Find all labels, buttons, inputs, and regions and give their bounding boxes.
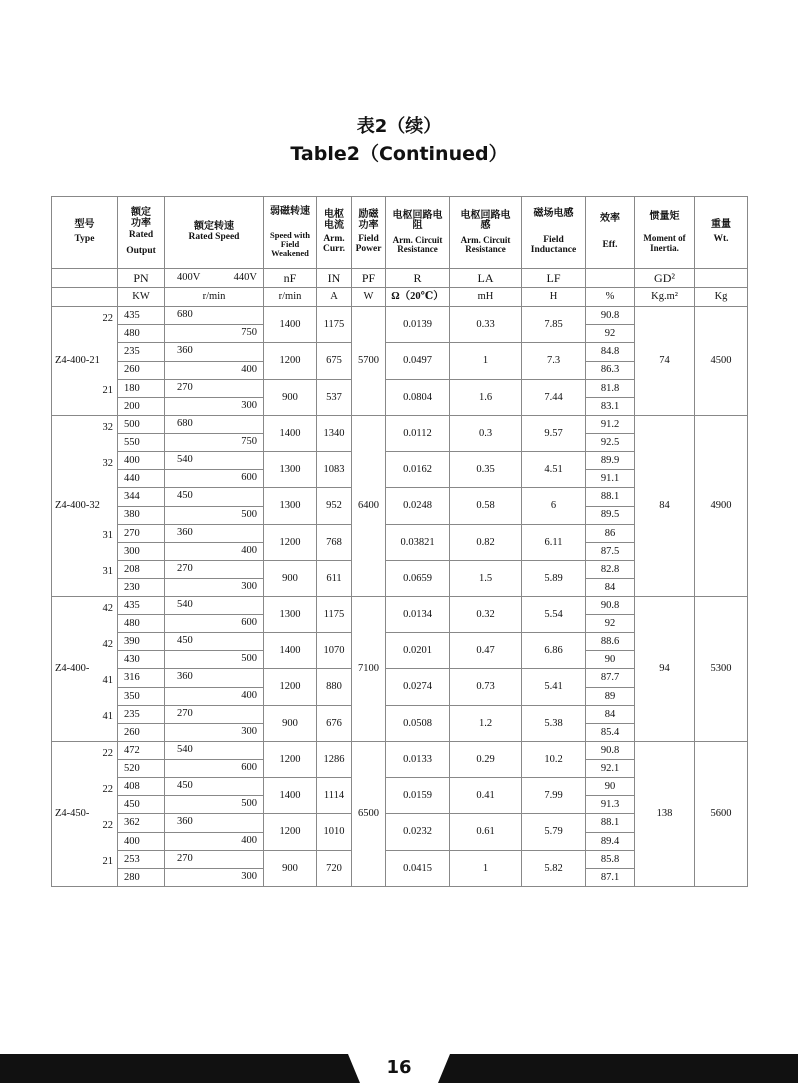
arm-inductance-cell: 0.41 xyxy=(450,778,522,814)
speed-400v-value: 360 xyxy=(177,526,193,538)
arm-resistance-cell: 0.0497 xyxy=(386,343,450,380)
arm-current-cell: 768 xyxy=(317,524,352,560)
field-inductance-cell: 5.38 xyxy=(522,705,586,741)
arm-resistance-cell: 0.0804 xyxy=(386,379,450,416)
efficiency-cell: 89 xyxy=(586,687,635,705)
arm-current-cell: 1010 xyxy=(317,814,352,850)
motor-spec-table xyxy=(51,196,748,887)
efficiency-cell: 91.2 xyxy=(586,416,635,434)
field-inductance-cell: 10.2 xyxy=(522,742,586,778)
output-cell: 253 xyxy=(118,850,165,868)
speed-400v-value: 270 xyxy=(177,562,193,574)
arm-resistance-cell: 0.0201 xyxy=(386,633,450,669)
arm-inductance-cell: 0.35 xyxy=(450,452,522,488)
speed-440v-value: 300 xyxy=(241,400,257,411)
arm-inductance-cell: 0.47 xyxy=(450,633,522,669)
weak-speed-cell: 1300 xyxy=(264,488,317,524)
arm-current-cell: 1340 xyxy=(317,416,352,452)
model-suffix-label: 41 xyxy=(102,675,113,686)
rated-speed-cell xyxy=(165,524,264,542)
efficiency-cell: 87.1 xyxy=(586,869,635,887)
efficiency-cell: 81.8 xyxy=(586,379,635,398)
rated-speed-cell xyxy=(165,615,264,633)
model-suffix-label: 31 xyxy=(102,566,113,577)
speed-400v-value: 360 xyxy=(177,345,193,357)
current-symbol: IN xyxy=(317,269,352,288)
output-cell: 400 xyxy=(118,832,165,850)
rated-speed-cell xyxy=(165,760,264,778)
rated-speed-cell xyxy=(165,307,264,325)
arm-resistance-cell: 0.0248 xyxy=(386,488,450,524)
weight-cell: 4900 xyxy=(695,416,748,597)
rated-speed-cell xyxy=(165,633,264,651)
current-unit: A xyxy=(317,288,352,307)
rated-speed-cell xyxy=(165,579,264,597)
field-power-cell: 6500 xyxy=(352,742,386,887)
weight-cell: 4500 xyxy=(695,307,748,416)
output-cell: 550 xyxy=(118,434,165,452)
moment-header: 惯量矩 Moment of Inertia. xyxy=(635,197,695,269)
field-inductance-cell: 5.82 xyxy=(522,850,586,886)
rated-speed-cell xyxy=(165,687,264,705)
arm-resistance-cell: 0.0139 xyxy=(386,307,450,343)
model-suffix-label: 42 xyxy=(102,639,113,650)
model-suffix-label: 32 xyxy=(102,458,113,469)
efficiency-cell: 92 xyxy=(586,325,635,343)
arm-current-cell: 1083 xyxy=(317,452,352,488)
output-cell: 180 xyxy=(118,379,165,398)
model-type-label: Z4-450- xyxy=(55,808,90,819)
model-suffix-label: 32 xyxy=(102,422,113,433)
arm-inductance-cell: 1 xyxy=(450,343,522,380)
field-power-symbol: PF xyxy=(352,269,386,288)
weight-cell: 5600 xyxy=(695,742,748,887)
efficiency-cell: 86 xyxy=(586,524,635,542)
rated-speed-cell xyxy=(165,814,264,832)
output-cell: 300 xyxy=(118,542,165,560)
rated-speed-cell xyxy=(165,470,264,488)
field-inductance-cell: 5.89 xyxy=(522,560,586,596)
efficiency-cell: 88.6 xyxy=(586,633,635,651)
arm-resistance-cell: 0.0134 xyxy=(386,597,450,633)
efficiency-cell: 92.5 xyxy=(586,434,635,452)
efficiency-cell: 89.5 xyxy=(586,506,635,524)
output-cell: 480 xyxy=(118,325,165,343)
model-suffix-label: 22 xyxy=(102,784,113,795)
arm-inductance-cell: 0.61 xyxy=(450,814,522,850)
speed-400v-value: 270 xyxy=(177,852,193,864)
speed-440v-value: 300 xyxy=(241,726,257,737)
speed-400v-value: 680 xyxy=(177,309,193,320)
arm-inductance-cell: 1.2 xyxy=(450,705,522,741)
moment-cell: 74 xyxy=(635,307,695,416)
arm-resistance-cell: 0.03821 xyxy=(386,524,450,560)
model-type-cell xyxy=(52,742,118,887)
field-inductance-cell: 6 xyxy=(522,488,586,524)
field-inductance-cell: 5.54 xyxy=(522,597,586,633)
efficiency-cell: 85.4 xyxy=(586,724,635,742)
speed-400v-value: 680 xyxy=(177,418,193,429)
rated-speed-cell xyxy=(165,832,264,850)
arm-inductance-cell: 1.5 xyxy=(450,560,522,596)
output-cell: 480 xyxy=(118,615,165,633)
speed-440v-value: 750 xyxy=(241,436,257,447)
output-cell: 362 xyxy=(118,814,165,832)
weak-speed-header: 弱磁转速 Speed with Field Weakened xyxy=(264,197,317,269)
rated-speed-cell xyxy=(165,506,264,524)
model-type-label: Z4-400- xyxy=(55,663,90,674)
output-cell: 472 xyxy=(118,742,165,760)
output-cell: 408 xyxy=(118,778,165,796)
rated-speed-cell xyxy=(165,869,264,887)
rated-speed-cell xyxy=(165,724,264,742)
field-inductance-cell: 9.57 xyxy=(522,416,586,452)
arm-resistance-cell: 0.0232 xyxy=(386,814,450,850)
output-cell: 430 xyxy=(118,651,165,669)
output-cell: 316 xyxy=(118,669,165,687)
efficiency-header: 效率 Eff. xyxy=(586,197,635,269)
field-inductance-cell: 6.86 xyxy=(522,633,586,669)
speed-440v-value: 600 xyxy=(241,472,257,484)
model-suffix-label: 42 xyxy=(102,603,113,614)
output-cell: 260 xyxy=(118,724,165,742)
output-unit: KW xyxy=(118,288,165,307)
table-row xyxy=(52,597,748,615)
weak-speed-cell: 900 xyxy=(264,850,317,886)
rated-speed-cell xyxy=(165,488,264,506)
footer-bar-right xyxy=(438,1054,798,1083)
inductance-symbol: LA xyxy=(450,269,522,288)
page-number: 16 xyxy=(386,1057,412,1078)
arm-resistance-cell: 0.0162 xyxy=(386,452,450,488)
efficiency-cell: 84 xyxy=(586,579,635,597)
speed-400v-value: 450 xyxy=(177,635,193,647)
field-inductance-cell: 7.3 xyxy=(522,343,586,380)
voltage-400-label: 400V xyxy=(177,272,201,283)
speed-440v-value: 300 xyxy=(241,871,257,882)
rated-speed-cell xyxy=(165,560,264,578)
arm-current-cell: 1286 xyxy=(317,742,352,778)
arm-resistance-cell: 0.0415 xyxy=(386,850,450,886)
speed-440v-value: 750 xyxy=(241,327,257,338)
arm-current-header: 电枢电流 Arm. Curr. xyxy=(317,197,352,269)
page-title-english: Table2（Continued） xyxy=(290,143,508,165)
unit-row xyxy=(52,288,748,307)
speed-440v-value: 400 xyxy=(241,544,257,556)
model-suffix-label: 22 xyxy=(102,748,113,759)
rated-speed-cell xyxy=(165,542,264,560)
speed-440v-value: 500 xyxy=(241,653,257,665)
field-power-cell: 5700 xyxy=(352,307,386,416)
rated-speed-cell xyxy=(165,742,264,760)
output-cell: 280 xyxy=(118,869,165,887)
rated-speed-cell xyxy=(165,778,264,796)
output-cell: 260 xyxy=(118,361,165,379)
weak-speed-cell: 1200 xyxy=(264,669,317,705)
output-cell: 200 xyxy=(118,398,165,416)
output-cell: 270 xyxy=(118,524,165,542)
output-cell: 440 xyxy=(118,470,165,488)
arm-inductance-cell: 1 xyxy=(450,850,522,886)
rated-speed-header: 额定转速 Rated Speed xyxy=(165,197,264,269)
model-type-cell xyxy=(52,307,118,416)
efficiency-cell: 85.8 xyxy=(586,850,635,868)
output-cell: 435 xyxy=(118,597,165,615)
model-suffix-label: 22 xyxy=(102,820,113,831)
efficiency-cell: 87.5 xyxy=(586,542,635,560)
field-inductance-cell: 4.51 xyxy=(522,452,586,488)
model-suffix-label: 41 xyxy=(102,711,113,722)
speed-400v-value: 270 xyxy=(177,381,193,393)
rated-speed-cell xyxy=(165,796,264,814)
speed-400v-value: 360 xyxy=(177,816,193,828)
output-header: 额定功率 Rated Output xyxy=(118,197,165,269)
weak-speed-cell: 1400 xyxy=(264,633,317,669)
weak-speed-cell: 1300 xyxy=(264,597,317,633)
model-type-cell xyxy=(52,416,118,597)
efficiency-cell: 88.1 xyxy=(586,488,635,506)
arm-current-cell: 676 xyxy=(317,705,352,741)
efficiency-cell: 89.9 xyxy=(586,452,635,470)
arm-resistance-header: 电枢回路电阻 Arm. Circuit Resistance xyxy=(386,197,450,269)
arm-resistance-cell: 0.0659 xyxy=(386,560,450,596)
header-row xyxy=(52,197,748,269)
arm-current-cell: 1070 xyxy=(317,633,352,669)
speed-400v-value: 450 xyxy=(177,780,193,792)
field-inductance-cell: 7.44 xyxy=(522,379,586,416)
table-row xyxy=(52,742,748,760)
field-inductance-cell: 7.85 xyxy=(522,307,586,343)
resistance-unit: Ω（20℃） xyxy=(386,288,450,307)
arm-current-cell: 1175 xyxy=(317,307,352,343)
arm-resistance-cell: 0.0274 xyxy=(386,669,450,705)
speed-440v-value: 400 xyxy=(241,689,257,701)
efficiency-cell: 82.8 xyxy=(586,560,635,578)
model-suffix-label: 21 xyxy=(102,385,113,396)
weak-symbol: nF xyxy=(264,269,317,288)
arm-inductance-cell: 0.33 xyxy=(450,307,522,343)
weak-speed-cell: 1400 xyxy=(264,307,317,343)
moment-symbol: GD² xyxy=(635,269,695,288)
efficiency-cell: 88.1 xyxy=(586,814,635,832)
field-power-unit: W xyxy=(352,288,386,307)
efficiency-cell: 86.3 xyxy=(586,361,635,379)
rated-speed-cell xyxy=(165,452,264,470)
field-power-cell: 6400 xyxy=(352,416,386,597)
weight-cell: 5300 xyxy=(695,597,748,742)
resistance-symbol: R xyxy=(386,269,450,288)
efficiency-cell: 91.3 xyxy=(586,796,635,814)
moment-unit: Kg.m² xyxy=(635,288,695,307)
model-type-label: Z4-400-21 xyxy=(55,355,100,366)
weak-speed-cell: 1200 xyxy=(264,742,317,778)
weak-speed-cell: 1400 xyxy=(264,778,317,814)
output-cell: 208 xyxy=(118,560,165,578)
arm-inductance-cell: 0.58 xyxy=(450,488,522,524)
symbol-row xyxy=(52,269,748,288)
efficiency-cell: 91.1 xyxy=(586,470,635,488)
field-inductance-unit: H xyxy=(522,288,586,307)
arm-inductance-cell: 0.82 xyxy=(450,524,522,560)
output-cell: 235 xyxy=(118,343,165,362)
weak-speed-cell: 900 xyxy=(264,379,317,416)
field-inductance-cell: 7.99 xyxy=(522,778,586,814)
moment-cell: 84 xyxy=(635,416,695,597)
speed-voltage-labels xyxy=(165,269,264,288)
output-cell: 350 xyxy=(118,687,165,705)
arm-inductance-cell: 1.6 xyxy=(450,379,522,416)
weak-speed-cell: 1200 xyxy=(264,343,317,380)
rated-speed-cell xyxy=(165,669,264,687)
weak-speed-cell: 900 xyxy=(264,705,317,741)
efficiency-cell: 90.8 xyxy=(586,597,635,615)
speed-400v-value: 540 xyxy=(177,599,193,610)
weak-speed-cell: 1300 xyxy=(264,452,317,488)
rated-speed-cell xyxy=(165,343,264,362)
speed-440v-value: 500 xyxy=(241,508,257,520)
weak-speed-cell: 1400 xyxy=(264,416,317,452)
arm-inductance-cell: 0.73 xyxy=(450,669,522,705)
output-cell: 230 xyxy=(118,579,165,597)
speed-400v-value: 540 xyxy=(177,744,193,755)
arm-current-cell: 537 xyxy=(317,379,352,416)
arm-current-cell: 675 xyxy=(317,343,352,380)
efficiency-cell: 90 xyxy=(586,651,635,669)
output-cell: 390 xyxy=(118,633,165,651)
page-title-chinese: 表2（续） xyxy=(356,116,442,137)
speed-440v-value: 600 xyxy=(241,617,257,628)
output-cell: 344 xyxy=(118,488,165,506)
speed-400v-value: 540 xyxy=(177,454,193,466)
model-suffix-label: 31 xyxy=(102,530,113,541)
efficiency-cell: 90.8 xyxy=(586,307,635,325)
rated-speed-cell xyxy=(165,379,264,398)
arm-current-cell: 952 xyxy=(317,488,352,524)
moment-cell: 94 xyxy=(635,597,695,742)
model-suffix-label: 21 xyxy=(102,856,113,867)
output-cell: 400 xyxy=(118,452,165,470)
rated-speed-cell xyxy=(165,416,264,434)
efficiency-cell: 89.4 xyxy=(586,832,635,850)
field-power-cell: 7100 xyxy=(352,597,386,742)
inductance-unit: mH xyxy=(450,288,522,307)
arm-resistance-cell: 0.0133 xyxy=(386,742,450,778)
field-inductance-cell: 6.11 xyxy=(522,524,586,560)
field-power-header: 励磁功率 Field Power xyxy=(352,197,386,269)
arm-current-cell: 720 xyxy=(317,850,352,886)
efficiency-cell: 83.1 xyxy=(586,398,635,416)
table-row xyxy=(52,307,748,325)
speed-400v-value: 450 xyxy=(177,490,193,502)
output-cell: 450 xyxy=(118,796,165,814)
speed-440v-value: 500 xyxy=(241,798,257,810)
weak-speed-cell: 1200 xyxy=(264,814,317,850)
efficiency-unit: % xyxy=(586,288,635,307)
weight-header: 重量 Wt. xyxy=(695,197,748,269)
field-inductance-symbol: LF xyxy=(522,269,586,288)
weak-speed-unit: r/min xyxy=(264,288,317,307)
weak-speed-cell: 900 xyxy=(264,560,317,596)
footer-bar-left xyxy=(0,1054,360,1083)
output-cell: 500 xyxy=(118,416,165,434)
speed-440v-value: 300 xyxy=(241,581,257,592)
output-cell: 235 xyxy=(118,705,165,723)
speed-400v-value: 270 xyxy=(177,707,193,719)
rated-speed-cell xyxy=(165,850,264,868)
efficiency-cell: 90 xyxy=(586,778,635,796)
model-type-cell xyxy=(52,597,118,742)
arm-current-cell: 880 xyxy=(317,669,352,705)
arm-current-cell: 1175 xyxy=(317,597,352,633)
efficiency-cell: 90.8 xyxy=(586,742,635,760)
arm-inductance-cell: 0.29 xyxy=(450,742,522,778)
rated-speed-cell xyxy=(165,651,264,669)
arm-inductance-header: 电枢回路电感 Arm. Circuit Resistance xyxy=(450,197,522,269)
arm-resistance-cell: 0.0508 xyxy=(386,705,450,741)
rated-speed-cell xyxy=(165,398,264,416)
table-row xyxy=(52,416,748,434)
efficiency-cell: 92 xyxy=(586,615,635,633)
type-header: 型号 Type xyxy=(52,197,118,269)
arm-inductance-cell: 0.32 xyxy=(450,597,522,633)
field-inductance-cell: 5.41 xyxy=(522,669,586,705)
efficiency-cell: 84.8 xyxy=(586,343,635,362)
efficiency-cell: 92.1 xyxy=(586,760,635,778)
arm-resistance-cell: 0.0159 xyxy=(386,778,450,814)
speed-440v-value: 400 xyxy=(241,834,257,846)
rated-speed-cell xyxy=(165,597,264,615)
output-cell: 520 xyxy=(118,760,165,778)
rated-speed-cell xyxy=(165,325,264,343)
field-inductance-cell: 5.79 xyxy=(522,814,586,850)
speed-440v-value: 400 xyxy=(241,363,257,375)
output-cell: 380 xyxy=(118,506,165,524)
arm-current-cell: 1114 xyxy=(317,778,352,814)
rated-speed-cell xyxy=(165,705,264,723)
rated-speed-cell xyxy=(165,361,264,379)
field-inductance-header: 磁场电感 Field Inductance xyxy=(522,197,586,269)
weak-speed-cell: 1200 xyxy=(264,524,317,560)
arm-resistance-cell: 0.0112 xyxy=(386,416,450,452)
output-cell: 435 xyxy=(118,307,165,325)
speed-400v-value: 360 xyxy=(177,671,193,683)
arm-inductance-cell: 0.3 xyxy=(450,416,522,452)
weight-unit: Kg xyxy=(695,288,748,307)
rated-speed-cell xyxy=(165,434,264,452)
moment-cell: 138 xyxy=(635,742,695,887)
speed-unit: r/min xyxy=(165,288,264,307)
model-suffix-label: 22 xyxy=(102,313,113,324)
arm-current-cell: 611 xyxy=(317,560,352,596)
efficiency-cell: 87.7 xyxy=(586,669,635,687)
output-symbol: PN xyxy=(118,269,165,288)
efficiency-cell: 84 xyxy=(586,705,635,723)
voltage-440-label: 440V xyxy=(233,272,257,283)
model-type-label: Z4-400-32 xyxy=(55,500,100,511)
speed-440v-value: 600 xyxy=(241,762,257,773)
